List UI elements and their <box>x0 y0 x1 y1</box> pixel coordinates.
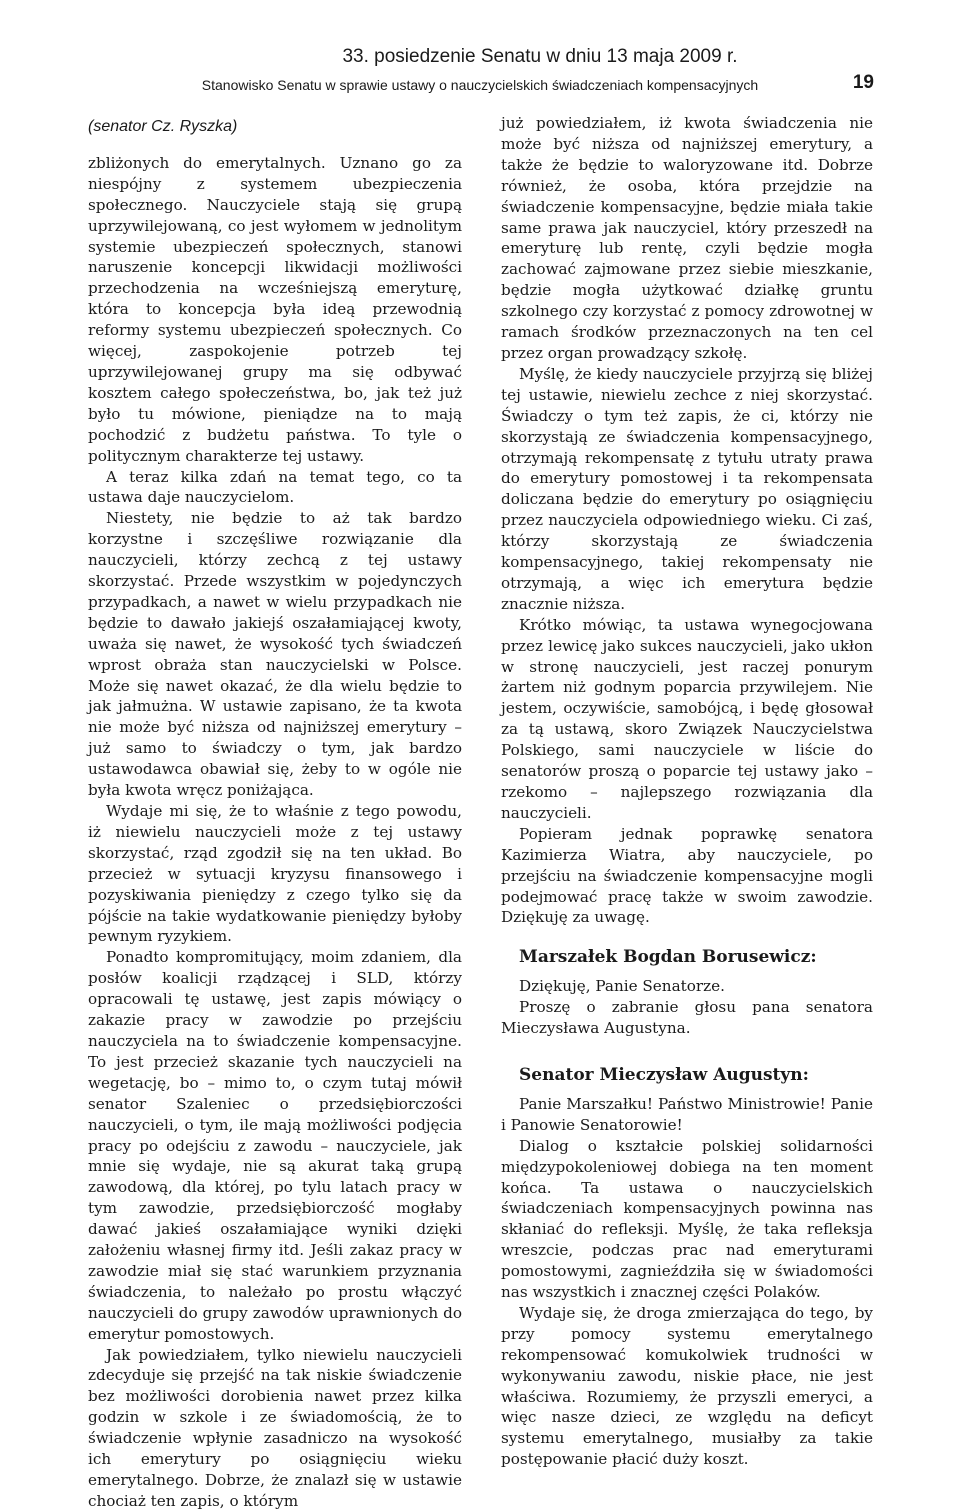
paragraph: Dialog o kształcie polskiej solidarności międzypokoleniowej dobiega na ten moment końca. Ta ustawa o nauczycielskich świadczeniach kompensacyjnych powinna nas skłaniać do refleksji. Myślę, że taka refleksja wreszcie, podczas prac nad emeryturami pomostowymi, zagnieździła się w świadomości nas wszystkich i znacznej części Polaków. <box>501 1136 873 1302</box>
paragraph: Krótko mówiąc, ta ustawa wynegocjowana przez lewicę jako sukces nauczycieli, jako ukłon w stronę nauczycieli, jest raczej ponurym żartem niż godnym poparcia przywilejem. Nie jestem, oczywiście, samobójcą, i będę głosował za tą ustawą, skoro Związek Nauczycielstwa Polskiego, sami nauczyciele w liście do senatorów proszą o poparcie tej ustawy jako – rzekomo – najlepszego rozwiązania dla nauczycieli. <box>501 615 873 822</box>
speaker-heading-senator: Senator Mieczysław Augustyn: <box>519 1064 809 1085</box>
spacer <box>501 928 873 947</box>
paragraph: już powiedziałem, iż kwota świadczenia nie może być niższa od najniższej emerytury, a także że będzie to waloryzowane itd. Dobrze również, że osoba, która przejdzie na świadczenie kompensacyjne, będzie miała takie same prawa jak nauczyciel, który przeszedł na emeryturę lub rentę, czyli będzie mogła zachować zajmowane przez siebie mieszkanie, będzie mogła użytkować działkę gruntu szkolnego czy korzystać z pomocy zdrowotnej w ramach środków przeznaczonych na ten cel przez organ prowadzący szkołę. <box>501 114 873 362</box>
page-header <box>0 0 960 110</box>
section-title: Stanowisko Senatu w sprawie ustawy o nauczycielskich świadczeniach kompensacyjnych <box>201 77 759 93</box>
speaker-reference: (senator Cz. Ryszka) <box>88 118 238 135</box>
speaker-heading-marshal: Marszałek Bogdan Borusewicz: <box>519 947 817 968</box>
right-column <box>501 113 873 1470</box>
page-number: 19 <box>852 72 874 93</box>
left-column <box>88 113 462 1512</box>
paragraph: Panie Marszałku! Państwo Ministrowie! Panie i Panowie Senatorowie! <box>501 1094 873 1134</box>
paragraph: Ponadto kompromitujący, moim zdaniem, dla posłów koalicji rządzącej i SLD, którzy opracowali tę ustawę, jest zapis mówiący o zakazie pracy w zawodzie po przejściu nauczyciela na to świadczenie kompensacyjne. To jest przecież skazanie tych nauczycieli na wegetację, bo – mimo to, o czym tutaj mówił senator Szaleniec o przedsiębiorczości nauczycieli, o tym, ile mają możliwości podjęcia pracy po odejściu z zawodu – nauczyciele, jak mnie się wydaje, nie są akurat taką grupą zawodową, dla której, po tylu latach pracy w tym zawodzie, przedsiębiorczość mogłaby dawać jakieś oszałamiające wyniki dzięki założeniu własnej firmy itd. Jeśli zakaz pracy w zawodzie miał się stać warunkiem przyznania świadczenia, to należało po prostu włączyć nauczycieli do grupy zawodów uprawnionych do emerytur pomostowych. <box>88 948 462 1343</box>
paragraph: Wydaje mi się, że to właśnie z tego powodu, iż niewielu nauczycieli może z tej ustawy skorzystać, rząd zgodził się na ten układ. Bo przecież w sytuacji kryzysu finansowego i pozyskiwania pieniędzy z czego tylko się da pójście na takie wydatkowanie pieniędzy byłoby pewnym ryzykiem. <box>88 802 462 946</box>
spacer <box>501 1039 873 1065</box>
paragraph: Dziękuję, Panie Senatorze. <box>519 977 725 996</box>
session-title: 33. posiedzenie Senatu w dniu 13 maja 2009 r. <box>342 46 738 67</box>
paragraph: Popieram jednak poprawkę senatora Kazimierza Wiatra, aby nauczyciele, po przejściu na świadczenie kompensacyjne mogli podejmować pracę także w swoim zawodzie. Dziękuję za uwagę. <box>501 824 873 927</box>
paragraph: A teraz kilka zdań na temat tego, co ta ustawa daje nauczycielom. <box>88 467 462 507</box>
paragraph: Proszę o zabranie głosu pana senatora Mieczysława Augustyna. <box>501 998 873 1038</box>
paragraph: zbliżonych do emerytalnych. Uznano go za niespójny z systemem ubezpieczenia społecznego. Nauczyciele stają się grupą uprzywilejowaną, co jest wyłomem w jednolitym systemie ubezpieczeń społecznych, stanowi naruszenie koncepcji likwidacji możliwości przechodzenia na wcześniejszą emeryturę, która to koncepcja była ideą przewodnią reformy systemu ubezpieczeń społecznych. Co więcej, zaspokojenie potrzeb tej uprzywilejowanej grupy ma się odbywać kosztem całego społeczeństwa, bo, jak też już było tu mówione, pieniądze na to mają pochodzić z budżetu państwa. To tyle o politycznym charakterze tej ustawy. <box>88 153 462 465</box>
paragraph: Wydaje się, że droga zmierzająca do tego, by przy pomocy systemu emerytalnego rekompensować komukolwiek trudności w wykonywaniu zawodu, niskie płace, nie jest właściwa. Rozumiemy, że przyszli emeryci, a więc nasze dzieci, ze względu na deficyt systemu emerytalnego, musiałby za takie postępowanie płacić duży koszt. <box>501 1303 873 1469</box>
paragraph: Myślę, że kiedy nauczyciele przyjrzą się bliżej tej ustawie, niewielu zechce z niej skorzystać. Świadczy o tym też zapis, że ci, którzy nie skorzystają ze świadczenia kompensacyjnego, otrzymają rekompensatę z tytułu utraty prawa do emerytury pomostowej i ta rekompensata doliczana będzie do emerytury po osiągnięciu przez nauczyciela odpowiedniego wieku. Ci zaś, którzy skorzystają ze świadczenia kompensacyjnego, takiej rekompensaty nie otrzymają, a więc ich emerytura będzie znacznie niższa. <box>501 364 873 613</box>
paragraph: Jak powiedziałem, tylko niewielu nauczycieli zdecyduje się przejść na tak niskie świadczenie bez możliwości dorobienia nawet przez kilka godzin w szkole i ze świadomością, że to świadczenie wpłynie zasadniczo na wysokość ich emerytury po osiągnięciu wieku emerytalnego. Dobrze, że znalazł się w ustawie chociaż ten zapis, o którym <box>88 1345 462 1510</box>
paragraph: Niestety, nie będzie to aż tak bardzo korzystne i szczęśliwe rozwiązanie dla nauczycieli, którzy zechcą z tej ustawy skorzystać. Przede wszystkim w pojedynczych przypadkach, a nawet w wielu przypadkach nie będzie to dawało jakiejś oszałamiającej kwoty, uważa się nawet, że wysokość tych świadczeń wprost obraża stan nauczycielski w Polsce. Może się nawet okazać, że dla wielu będzie to jak jałmużna. W ustawie zapisano, że ta kwota nie może być niższa od najniższej emerytury – już samo to świadczy o tym, jak bardzo ustawodawca obawiał się, żeby to w ogóle nie była kwota wręcz poniżająca. <box>88 509 462 800</box>
